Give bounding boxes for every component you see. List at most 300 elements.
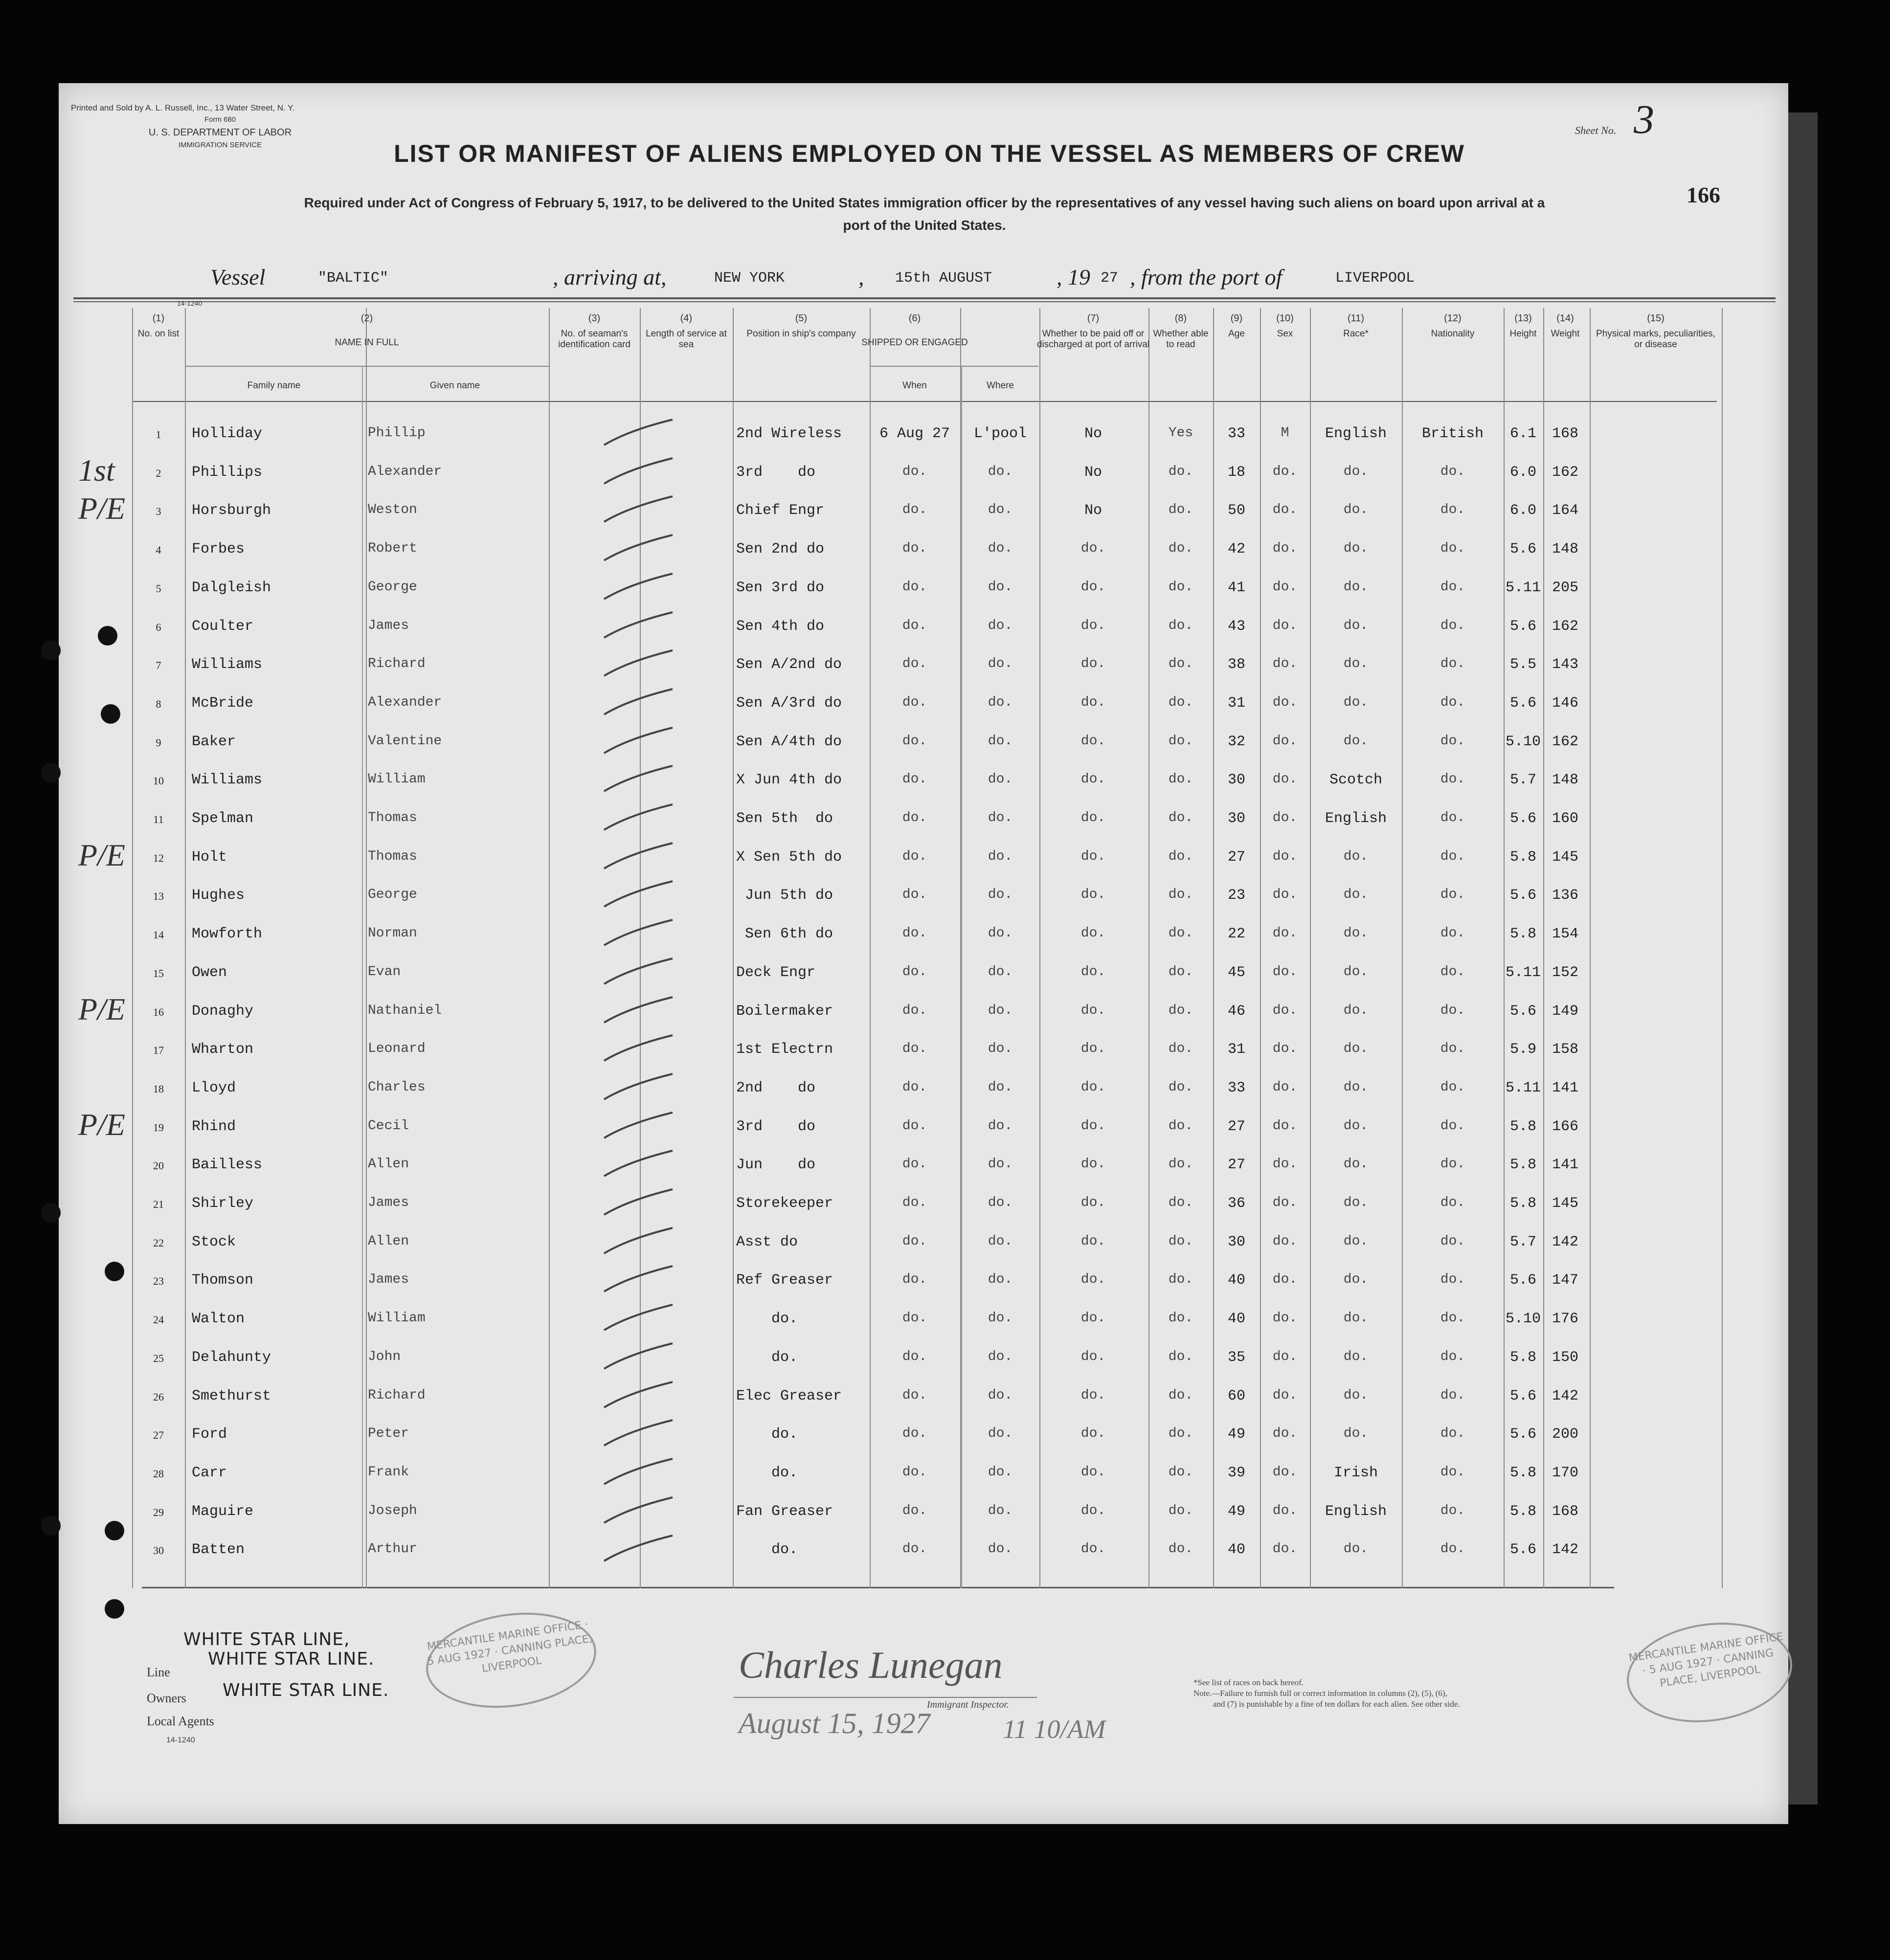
row-when: do. (902, 1311, 927, 1326)
row-read: do. (1168, 579, 1193, 595)
row-when: do. (902, 464, 927, 479)
row-height: 5.8 (1509, 1157, 1536, 1174)
binder-hole (41, 641, 61, 660)
row-sex: do. (1272, 541, 1298, 557)
row-when: do. (902, 1503, 927, 1518)
id-card-check-mark (599, 1339, 677, 1374)
row-given: Leonard (368, 1041, 426, 1057)
row-family: Williams (192, 772, 263, 789)
department-name: U. S. DEPARTMENT OF LABOR (148, 127, 292, 138)
row-no: 19 (153, 1121, 164, 1134)
row-age: 27 (1227, 1157, 1245, 1174)
row-given: Phillip (368, 425, 426, 441)
row-sex: do. (1272, 1079, 1298, 1095)
row-weight: 145 (1552, 848, 1578, 866)
row-sex: do. (1272, 964, 1298, 980)
arrival-date: 15th AUGUST (895, 270, 992, 287)
row-when: do. (902, 772, 927, 787)
row-weight: 162 (1552, 618, 1578, 635)
row-paid: do. (1080, 848, 1106, 864)
form-code: 14-1240 (177, 299, 202, 307)
row-age: 41 (1227, 579, 1245, 596)
row-given: Allen (368, 1157, 409, 1172)
row-nationality: do. (1440, 1157, 1465, 1172)
owners-label: Owners (147, 1691, 186, 1705)
id-card-check-mark (599, 1224, 677, 1258)
row-height: 5.8 (1509, 926, 1536, 943)
id-card-check-mark (599, 685, 677, 719)
row-paid: do. (1080, 1503, 1106, 1518)
row-age: 49 (1227, 1426, 1245, 1443)
row-given: Frank (368, 1464, 409, 1480)
binder-hole (41, 763, 61, 782)
row-position: Storekeeper (736, 1195, 833, 1212)
row-when: do. (902, 1157, 927, 1172)
row-family: Spelman (192, 810, 254, 827)
row-race: do. (1343, 926, 1369, 941)
column-header: No. of seaman's identification card (558, 329, 630, 350)
row-family: Bailless (192, 1157, 263, 1174)
row-weight: 160 (1552, 810, 1578, 827)
row-height: 5.6 (1509, 694, 1536, 712)
column-number: (11) (1347, 313, 1365, 324)
column-number: (10) (1276, 313, 1294, 324)
row-position: Sen 6th do (736, 926, 833, 943)
row-family: Lloyd (192, 1079, 236, 1096)
row-where: do. (988, 464, 1013, 479)
row-when: do. (902, 1233, 927, 1249)
row-weight: 200 (1552, 1426, 1578, 1443)
row-sex: do. (1272, 579, 1298, 595)
row-height: 5.8 (1509, 1503, 1536, 1520)
row-position: 2nd do (736, 1079, 816, 1096)
row-age: 30 (1227, 1233, 1245, 1250)
row-position: X Jun 4th do (736, 772, 842, 789)
row-family: Holliday (192, 425, 263, 442)
id-card-check-mark (599, 993, 677, 1027)
row-age: 50 (1227, 502, 1245, 519)
row-no: 30 (153, 1544, 164, 1557)
row-height: 5.9 (1509, 1041, 1536, 1058)
row-nationality: do. (1440, 579, 1465, 595)
row-read: do. (1168, 964, 1193, 980)
row-weight: 166 (1552, 1118, 1578, 1135)
row-read: do. (1168, 1272, 1193, 1288)
row-family: Carr (192, 1464, 227, 1481)
row-read: do. (1168, 1195, 1193, 1210)
row-age: 35 (1227, 1349, 1245, 1366)
row-when: do. (902, 887, 927, 903)
comma-separator: , (858, 265, 864, 290)
column-header: Weight (1551, 329, 1580, 339)
id-card-check-mark (599, 1262, 677, 1296)
row-where: do. (988, 926, 1013, 941)
row-read: do. (1168, 1426, 1193, 1442)
row-given: James (368, 1195, 409, 1210)
row-no: 1 (156, 428, 161, 441)
row-no: 25 (153, 1352, 164, 1364)
row-family: McBride (192, 694, 254, 712)
row-when: do. (902, 1387, 927, 1403)
row-no: 22 (153, 1236, 164, 1249)
row-sex: do. (1272, 848, 1298, 864)
row-age: 32 (1227, 733, 1245, 750)
id-card-check-mark (599, 1185, 677, 1220)
handwritten-date: August 15, 1927 (739, 1707, 930, 1739)
row-family: Walton (192, 1311, 245, 1328)
row-age: 43 (1227, 618, 1245, 635)
row-age: 30 (1227, 810, 1245, 827)
row-height: 5.6 (1509, 618, 1536, 635)
column-header: Physical marks, peculiarities, or disease (1596, 329, 1715, 350)
row-read: do. (1168, 618, 1193, 633)
row-given: James (368, 1272, 409, 1288)
column-subheader: Given name (429, 380, 480, 391)
row-read: do. (1168, 502, 1193, 518)
row-sex: do. (1272, 1387, 1298, 1403)
row-weight: 149 (1552, 1002, 1578, 1020)
row-where: do. (988, 810, 1013, 825)
row-paid: do. (1080, 1233, 1106, 1249)
row-given: George (368, 887, 417, 903)
row-sex: do. (1272, 502, 1298, 518)
row-sex: do. (1272, 1118, 1298, 1134)
row-race: do. (1343, 656, 1369, 672)
row-nationality: do. (1440, 541, 1465, 557)
row-family: Rhind (192, 1118, 236, 1135)
column-rule (366, 308, 367, 1588)
row-when: do. (902, 1195, 927, 1210)
row-weight: 148 (1552, 541, 1578, 558)
column-subheader: Family name (247, 380, 301, 391)
row-read: do. (1168, 1079, 1193, 1095)
row-paid: No (1084, 464, 1102, 481)
row-given: James (368, 618, 409, 633)
row-no: 6 (156, 621, 161, 633)
id-card-check-mark (599, 1070, 677, 1104)
row-read: do. (1168, 1387, 1193, 1403)
row-when: do. (902, 964, 927, 980)
row-where: do. (988, 1349, 1013, 1364)
row-height: 5.6 (1509, 1541, 1536, 1559)
id-card-check-mark (599, 1301, 677, 1335)
row-paid: No (1084, 502, 1102, 519)
row-given: Valentine (368, 733, 442, 749)
row-height: 5.10 (1505, 1311, 1541, 1328)
id-card-check-mark (599, 1416, 677, 1450)
row-race: do. (1343, 1195, 1369, 1210)
row-nationality: do. (1440, 1311, 1465, 1326)
row-weight: 152 (1552, 964, 1578, 981)
signature-line (734, 1697, 1037, 1698)
row-age: 33 (1227, 425, 1245, 442)
margin-annotation: P/E (78, 837, 125, 872)
row-when: do. (902, 656, 927, 672)
id-card-check-mark (599, 877, 677, 912)
row-race: do. (1343, 887, 1369, 903)
row-nationality: do. (1440, 1464, 1465, 1480)
row-height: 5.6 (1509, 1272, 1536, 1289)
row-nationality: do. (1440, 964, 1465, 980)
row-age: 27 (1227, 1118, 1245, 1135)
row-position: Sen 5th do (736, 810, 833, 827)
row-position: Asst do (736, 1233, 798, 1250)
row-weight: 148 (1552, 772, 1578, 789)
row-where: do. (988, 1464, 1013, 1480)
row-no: 9 (156, 736, 161, 749)
row-age: 36 (1227, 1195, 1245, 1212)
column-header: Whether able to read (1153, 329, 1209, 350)
row-height: 5.7 (1509, 1233, 1536, 1250)
row-where: do. (988, 1079, 1013, 1095)
row-where: do. (988, 887, 1013, 903)
row-where: do. (988, 541, 1013, 557)
row-family: Thomson (192, 1272, 254, 1289)
row-nationality: do. (1440, 1233, 1465, 1249)
row-age: 40 (1227, 1272, 1245, 1289)
row-given: William (368, 1311, 426, 1326)
row-age: 46 (1227, 1002, 1245, 1020)
row-when: do. (902, 848, 927, 864)
column-number: (15) (1647, 313, 1665, 324)
row-weight: 143 (1552, 656, 1578, 673)
row-position: Sen A/2nd do (736, 656, 842, 673)
row-read: do. (1168, 464, 1193, 479)
row-when: do. (902, 1079, 927, 1095)
row-weight: 136 (1552, 887, 1578, 904)
row-paid: do. (1080, 1002, 1106, 1018)
row-age: 31 (1227, 1041, 1245, 1058)
row-sex: do. (1272, 1464, 1298, 1480)
form-number: Form 680 (204, 115, 236, 124)
row-race: do. (1343, 694, 1369, 710)
row-paid: do. (1080, 579, 1106, 595)
row-family: Shirley (192, 1195, 254, 1212)
row-race: do. (1343, 618, 1369, 633)
column-header: Race* (1343, 329, 1369, 339)
row-position: do. (736, 1349, 798, 1366)
row-no: 4 (156, 544, 161, 557)
row-family: Wharton (192, 1041, 254, 1058)
row-paid: do. (1080, 694, 1106, 710)
row-where: do. (988, 1041, 1013, 1057)
row-where: do. (988, 1233, 1013, 1249)
row-position: Jun 5th do (736, 887, 833, 904)
row-given: Norman (368, 926, 417, 941)
column-rule (549, 308, 550, 1588)
row-position: do. (736, 1311, 798, 1328)
row-height: 6.1 (1509, 425, 1536, 442)
row-nationality: do. (1440, 1503, 1465, 1518)
row-family: Horsburgh (192, 502, 271, 519)
row-paid: do. (1080, 1311, 1106, 1326)
row-where: do. (988, 772, 1013, 787)
row-family: Dalgleish (192, 579, 271, 596)
row-age: 40 (1227, 1311, 1245, 1328)
row-age: 22 (1227, 926, 1245, 943)
id-card-check-mark (599, 1147, 677, 1181)
row-age: 45 (1227, 964, 1245, 981)
binder-hole (105, 1521, 124, 1540)
row-paid: do. (1080, 733, 1106, 749)
row-position: do. (736, 1426, 798, 1443)
row-height: 5.6 (1509, 541, 1536, 558)
row-family: Baker (192, 733, 236, 750)
column-number: (12) (1444, 313, 1462, 324)
row-given: Thomas (368, 810, 417, 825)
row-read: do. (1168, 1503, 1193, 1518)
row-read: do. (1168, 1464, 1193, 1480)
margin-annotation: P/E (78, 991, 125, 1026)
row-no: 2 (156, 467, 161, 479)
row-read: do. (1168, 1041, 1193, 1057)
row-age: 39 (1227, 1464, 1245, 1481)
header-bottom-rule (132, 401, 1717, 402)
row-where: do. (988, 1426, 1013, 1442)
service-name: IMMIGRATION SERVICE (178, 141, 262, 149)
row-age: 49 (1227, 1503, 1245, 1520)
id-card-check-mark (599, 608, 677, 643)
row-weight: 142 (1552, 1233, 1578, 1250)
row-given: Robert (368, 541, 417, 557)
row-when: do. (902, 1541, 927, 1557)
row-no: 23 (153, 1275, 164, 1288)
row-position: Chief Engr (736, 502, 825, 519)
legal-notice-line-2: port of the United States. (843, 218, 1006, 233)
row-race: do. (1343, 733, 1369, 749)
row-weight: 141 (1552, 1157, 1578, 1174)
row-given: John (368, 1349, 401, 1364)
row-race: do. (1343, 1118, 1369, 1134)
row-weight: 142 (1552, 1541, 1578, 1559)
row-height: 5.8 (1509, 1349, 1536, 1366)
id-card-check-mark (599, 762, 677, 796)
row-when: 6 Aug 27 (879, 425, 950, 442)
row-family: Williams (192, 656, 263, 673)
row-position: Boilermaker (736, 1002, 833, 1020)
id-card-check-mark (599, 1378, 677, 1412)
margin-annotation: P/E (78, 491, 125, 526)
row-where: do. (988, 733, 1013, 749)
row-height: 5.8 (1509, 1464, 1536, 1481)
row-no: 26 (153, 1390, 164, 1403)
penalty-note-1: Note.—Failure to furnish full or correct information in columns (2), (5), (6), (1193, 1689, 1447, 1698)
row-weight: 145 (1552, 1195, 1578, 1212)
row-weight: 158 (1552, 1041, 1578, 1058)
row-family: Forbes (192, 541, 245, 558)
row-read: do. (1168, 656, 1193, 672)
binder-hole (41, 1516, 61, 1536)
row-where: do. (988, 618, 1013, 633)
row-when: do. (902, 1041, 927, 1057)
row-no: 13 (153, 890, 164, 903)
row-no: 11 (153, 813, 164, 825)
row-no: 16 (153, 1005, 164, 1018)
row-given: Charles (368, 1079, 426, 1095)
row-age: 60 (1227, 1387, 1245, 1404)
row-age: 27 (1227, 848, 1245, 866)
row-when: do. (902, 1349, 927, 1364)
id-card-check-mark (599, 646, 677, 681)
row-nationality: do. (1440, 810, 1465, 825)
row-position: Sen A/3rd do (736, 694, 842, 712)
id-card-check-mark (599, 1532, 677, 1566)
local-agents-label: Local Agents (147, 1714, 214, 1728)
row-position: 1st Electrn (736, 1041, 833, 1058)
row-no: 15 (153, 967, 164, 980)
id-card-check-mark (599, 492, 677, 527)
row-when: do. (902, 579, 927, 595)
row-where: do. (988, 1157, 1013, 1172)
document-title: LIST OR MANIFEST OF ALIENS EMPLOYED ON THE VESSEL AS MEMBERS OF CREW (394, 140, 1465, 167)
row-nationality: do. (1440, 887, 1465, 903)
row-given: Weston (368, 502, 417, 518)
row-race: do. (1343, 1349, 1369, 1364)
row-read: do. (1168, 733, 1193, 749)
row-nationality: do. (1440, 1041, 1465, 1057)
row-no: 28 (153, 1467, 164, 1480)
row-family: Coulter (192, 618, 254, 635)
row-no: 5 (156, 582, 161, 595)
row-age: 33 (1227, 1079, 1245, 1096)
row-nationality: do. (1440, 1118, 1465, 1134)
row-age: 38 (1227, 656, 1245, 673)
row-age: 30 (1227, 772, 1245, 789)
row-given: Arthur (368, 1541, 417, 1557)
row-where: do. (988, 1195, 1013, 1210)
row-sex: do. (1272, 733, 1298, 749)
row-given: Joseph (368, 1503, 417, 1518)
row-race: do. (1343, 1157, 1369, 1172)
row-nationality: do. (1440, 1387, 1465, 1403)
column-subheader: When (902, 380, 927, 391)
line-stamp: WHITE STAR LINE, (183, 1629, 350, 1649)
row-paid: do. (1080, 772, 1106, 787)
column-number: (4) (680, 313, 693, 324)
row-position: 3rd do (736, 1118, 816, 1135)
column-header: Nationality (1431, 329, 1475, 339)
row-given: Thomas (368, 848, 417, 864)
row-paid: do. (1080, 618, 1106, 633)
inspector-signature: Charles Lunegan (739, 1644, 1003, 1686)
row-given: Alexander (368, 464, 442, 479)
footer-form-code: 14-1240 (166, 1736, 195, 1744)
column-header: SHIPPED OR ENGAGED (861, 337, 968, 348)
row-where: do. (988, 964, 1013, 980)
id-card-check-mark (599, 724, 677, 758)
row-height: 5.11 (1505, 964, 1541, 981)
row-height: 5.6 (1509, 1002, 1536, 1020)
row-where: do. (988, 1503, 1013, 1518)
column-rule (733, 308, 734, 1588)
id-card-check-mark (599, 1109, 677, 1143)
row-height: 6.0 (1509, 502, 1536, 519)
row-when: do. (902, 1272, 927, 1288)
row-when: do. (902, 502, 927, 518)
row-given: Allen (368, 1233, 409, 1249)
row-no: 12 (153, 851, 164, 864)
row-position: Sen A/4th do (736, 733, 842, 750)
row-given: Peter (368, 1426, 409, 1442)
row-family: Hughes (192, 887, 245, 904)
row-where: do. (988, 1387, 1013, 1403)
name-header-subrule (185, 366, 549, 367)
row-sex: do. (1272, 1503, 1298, 1518)
row-no: 7 (156, 659, 161, 672)
row-family: Mowforth (192, 926, 263, 943)
column-header: NAME IN FULL (335, 337, 399, 348)
row-family: Stock (192, 1233, 236, 1250)
